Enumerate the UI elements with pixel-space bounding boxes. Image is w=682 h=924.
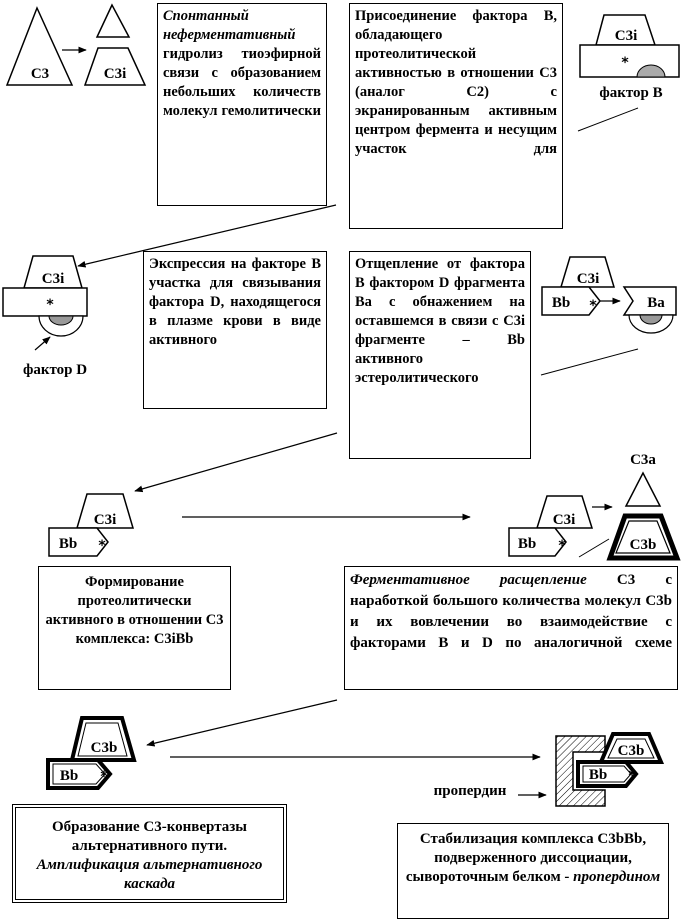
c3i-bb-ba-complex: [542, 257, 676, 333]
c3i-factor-d-complex: [3, 256, 87, 336]
connector-factor-b: [578, 108, 638, 131]
molecule-label: Bb: [551, 295, 571, 311]
formation-box: [38, 566, 231, 690]
molecule-label: C3b: [90, 740, 118, 756]
c3i-molecule-split: [85, 5, 145, 85]
c3b-fragment: [610, 516, 677, 558]
connector-c3b: [579, 539, 609, 557]
enzymatic-italic: Ферментативное расщепление: [350, 572, 587, 588]
factor-b-label: фактор В: [599, 85, 663, 101]
expression-box: [143, 251, 327, 409]
molecule-label: C3i: [576, 271, 600, 287]
stabilization-box: [397, 823, 669, 919]
arrow-to-convertase: [147, 700, 337, 745]
molecule-label: C3i: [552, 512, 576, 528]
c3-molecule: [7, 8, 72, 85]
c3i-label: C3i: [103, 66, 127, 82]
arrow-to-c3ibb: [135, 433, 337, 491]
c3-label: C3: [30, 66, 50, 82]
molecule-label: C3b: [629, 537, 657, 553]
enzymatic-cleavage-box: [344, 566, 678, 690]
convertase-text: Образование С3-конвертазы альтернативного пути.: [52, 819, 247, 854]
molecule-label: *: [98, 538, 106, 554]
spontaneous-italic: Спонтанный неферментативный: [163, 8, 296, 43]
molecule-label: *: [46, 297, 54, 313]
c3a-label: C3a: [630, 452, 656, 468]
attach-factor-b-box: [349, 3, 563, 229]
convertase-italic: Амплификация альтернативного каскада: [36, 857, 263, 892]
c3a-triangle: [626, 473, 660, 506]
spontaneous-hydrolysis-box: [157, 3, 327, 206]
molecule-label: Bb: [59, 768, 79, 784]
c3bbb-convertase: [48, 718, 134, 788]
convertase-formation-box: [12, 804, 287, 903]
c3ibb-complex-right: [509, 496, 592, 556]
molecule-label: Bb: [517, 536, 537, 552]
molecule-label: *: [100, 769, 108, 785]
cleavage-box: [349, 251, 531, 459]
molecule-label: C3i: [614, 28, 638, 44]
ba-label: Ba: [647, 295, 665, 311]
properdin-stabilized-complex: [556, 734, 661, 806]
molecule-label: *: [589, 298, 597, 314]
molecule-label: Bb: [58, 536, 78, 552]
active-site-star: *: [621, 55, 629, 71]
molecule-label: C3i: [41, 271, 65, 287]
attach-b-text: Присоединение фактора В, обладающего протеолитической активностью в отношении С3 (аналог С2) с экранированным активным центром фермента и несущим участок для: [355, 8, 557, 157]
formation-text: Формирование протеолитически активного в отношении С3 комплекса: С3iBb: [45, 574, 224, 647]
molecule-label: Bb: [588, 767, 608, 783]
molecule-label: *: [558, 538, 566, 554]
expression-text: Экспрессия на факторе В участка для связывания фактора D, находящегося в плазме крови в виде активного: [149, 256, 321, 348]
stabilization-text: Стабилизация комплекса С3bBb, подверженного диссоциации, сывороточным белком -: [405, 831, 647, 885]
connector-ba: [541, 349, 638, 375]
arrow-factor-d: [35, 337, 50, 350]
c3ibb-complex-left: [49, 494, 133, 556]
stabilization-italic: пропердином: [573, 869, 661, 885]
spontaneous-text: гидролиз тиоэфирной связи с образованием небольших количеств молекул гемолитически: [163, 46, 321, 119]
enzymatic-text: С3 с наработкой большого количества молекул С3b и их вовлечении во взаимодействие с факторами В и D по аналогичной схеме: [350, 572, 672, 651]
properdin-label: пропердин: [433, 783, 507, 799]
molecule-label: C3i: [93, 512, 117, 528]
molecule-label: *: [628, 768, 636, 784]
cleavage-text: Отщепление от фактора В фактором D фрагмента Ва с обнажением на оставшемся в связи с С3i фрагменте – Вb активного эстеролитического: [355, 256, 525, 386]
factor-d-label: фактор D: [22, 362, 88, 378]
molecule-label: C3b: [617, 743, 645, 759]
c3i-factor-b-complex: [580, 15, 679, 77]
